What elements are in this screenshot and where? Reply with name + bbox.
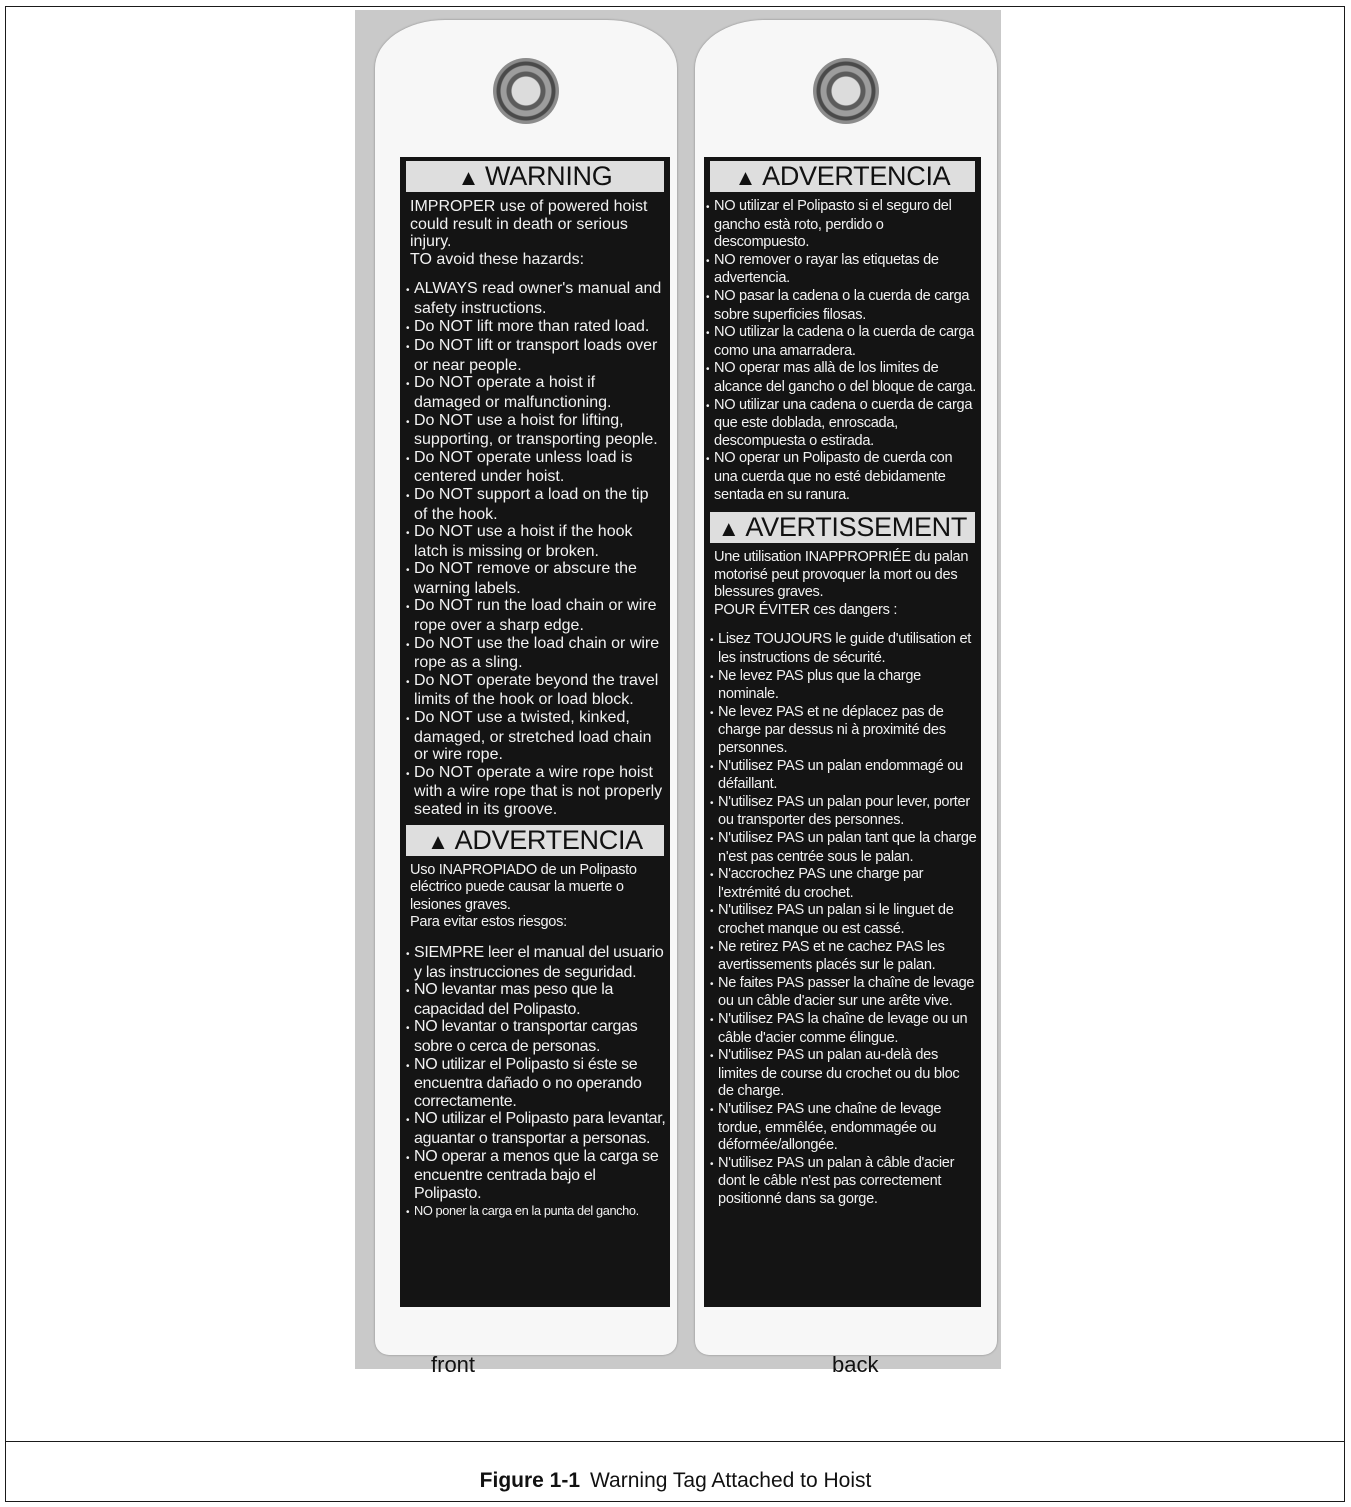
advertencia-header: ▲ ADVERTENCIA bbox=[710, 161, 975, 192]
list-item: • Do NOT lift more than rated load. bbox=[406, 318, 666, 338]
list-item: • Ne levez PAS et ne déplacez pas de charge par dessus ni à proximité des personnes. bbox=[710, 704, 977, 758]
list-item: • ALWAYS read owner's manual and safety instructions. bbox=[406, 280, 666, 317]
intro-line: Para evitar estos riesgos: bbox=[410, 914, 567, 931]
list-item: • NO utilizar una cadena o cuerda de carga que este doblada, enroscada, descompuesta o estirada. bbox=[706, 397, 977, 451]
list-item: • Do NOT operate unless load is centered under hoist. bbox=[406, 449, 666, 486]
list-item: • Do NOT operate a wire rope hoist with a wire rope that is not properly seated in its groove. bbox=[406, 764, 666, 819]
list-item: • Do NOT lift or transport loads over or near people. bbox=[406, 337, 666, 374]
list-item: • Ne retirez PAS et ne cachez PAS les avertissements placés sur le palan. bbox=[710, 939, 977, 975]
warning-triangle-icon: ▲ bbox=[457, 165, 480, 190]
list-item: • NO utilizar el Polipasto para levantar, aguantar o transportar a personas. bbox=[406, 1110, 666, 1147]
advertencia-list bbox=[704, 198, 981, 504]
warning-triangle-icon: ▲ bbox=[717, 516, 740, 542]
caption-divider bbox=[6, 1441, 1344, 1442]
list-item: • NO operar a menos que la carga se encuentre centrada bajo el Polipasto. bbox=[406, 1148, 666, 1203]
list-item: • NO remover o rayar las etiquetas de advertencia. bbox=[706, 252, 977, 288]
list-item: • Ne faites PAS passer la chaîne de levage ou un câble d'acier sur une arête vive. bbox=[710, 975, 977, 1011]
list-item: • Do NOT use a hoist for lifting, supporting, or transporting people. bbox=[406, 412, 666, 449]
list-item: • SIEMPRE leer el manual del usuario y las instrucciones de seguridad. bbox=[406, 944, 666, 981]
intro-line: POUR ÉVITER ces dangers : bbox=[714, 601, 898, 618]
back-tag bbox=[695, 20, 997, 1355]
list-item: • Do NOT use a hoist if the hook latch is missing or broken. bbox=[406, 523, 666, 560]
list-item: • Do NOT operate a hoist if damaged or malfunctioning. bbox=[406, 374, 666, 411]
tag-photo bbox=[355, 10, 1001, 1369]
list-item: • Ne levez PAS plus que la charge nominale. bbox=[710, 668, 977, 704]
list-item: • NO utilizar el Polipasto si el seguro del gancho està roto, perdido o descompuesto. bbox=[706, 198, 977, 252]
list-item: • N'utilisez PAS un palan pour lever, porter ou transporter des personnes. bbox=[710, 794, 977, 830]
list-item: • NO operar mas allà de los limites de alcance del gancho o del bloque de carga. bbox=[706, 360, 977, 396]
list-item: • N'utilisez PAS un palan à câble d'acier dont le câble n'est pas correctement positionné dans sa gorge. bbox=[710, 1155, 977, 1209]
front-warning-panel bbox=[400, 157, 670, 1307]
avertissement-intro bbox=[704, 549, 981, 619]
intro-line: Une utilisation INAPPROPRIÉE du palan motorisé peut provoquer la mort ou des blessures graves. bbox=[714, 549, 969, 601]
figure-number: Figure 1-1 bbox=[479, 1469, 581, 1492]
list-item: • Do NOT use the load chain or wire rope as a sling. bbox=[406, 635, 666, 672]
back-label: back bbox=[832, 1352, 879, 1377]
list-item: • Do NOT support a load on the tip of the hook. bbox=[406, 486, 666, 523]
list-item: • NO levantar mas peso que la capacidad del Polipasto. bbox=[406, 981, 666, 1018]
warning-triangle-icon: ▲ bbox=[734, 165, 757, 190]
list-item: • N'utilisez PAS un palan tant que la charge n'est pas centrée sous le palan. bbox=[710, 830, 977, 866]
list-item: • Do NOT remove or abscure the warning labels. bbox=[406, 560, 666, 597]
warning-intro bbox=[400, 198, 670, 268]
avertissement-header: ▲ AVERTISSEMENT bbox=[710, 512, 975, 543]
warning-triangle-icon: ▲ bbox=[427, 828, 449, 854]
advertencia-list bbox=[400, 944, 670, 1222]
intro-line: Uso INAPROPIADO de un Polipasto eléctrico puede causar la muerte o lesiones graves. bbox=[410, 861, 637, 913]
list-item: • NO poner la carga en la punta del gancho. bbox=[406, 1202, 666, 1222]
warning-list bbox=[400, 280, 670, 818]
list-item: • NO utilizar la cadena o la cuerda de carga como una amarradera. bbox=[706, 324, 977, 360]
list-item: • Do NOT run the load chain or wire rope over a sharp edge. bbox=[406, 597, 666, 634]
front-label: front bbox=[431, 1352, 476, 1377]
list-item: • N'utilisez PAS un palan au-delà des limites de course du crochet ou du bloc de charge. bbox=[710, 1047, 977, 1101]
back-warning-panel bbox=[704, 157, 981, 1307]
list-item: • NO utilizar el Polipasto si éste se encuentra dañado o no operando correctamente. bbox=[406, 1056, 666, 1111]
list-item: • N'utilisez PAS une chaîne de levage tordue, emmêlée, endommagée ou déformée/allongée. bbox=[710, 1101, 977, 1155]
list-item: • N'accrochez PAS une charge par l'extrémité du crochet. bbox=[710, 866, 977, 902]
list-item: • Lisez TOUJOURS le guide d'utilisation et les instructions de sécurité. bbox=[710, 631, 977, 667]
list-item: • Do NOT operate beyond the travel limits of the hook or load block. bbox=[406, 672, 666, 709]
advertencia-header: ▲ ADVERTENCIA bbox=[406, 825, 664, 856]
grommet-icon bbox=[493, 58, 559, 124]
advertencia-intro bbox=[400, 862, 670, 932]
avertissement-list bbox=[704, 631, 981, 1208]
list-item: • NO pasar la cadena o la cuerda de carga sobre superficies filosas. bbox=[706, 288, 977, 324]
list-item: • N'utilisez PAS un palan endommagé ou défaillant. bbox=[710, 758, 977, 794]
list-item: • N'utilisez PAS la chaîne de levage ou un câble d'acier comme élingue. bbox=[710, 1011, 977, 1047]
list-item: • Do NOT use a twisted, kinked, damaged, or stretched load chain or wire rope. bbox=[406, 709, 666, 764]
list-item: • NO operar un Polipasto de cuerda con una cuerda que no esté debidamente sentada en su ranura. bbox=[706, 450, 977, 504]
figure-title: Warning Tag Attached to Hoist bbox=[590, 1469, 872, 1492]
warning-header: ▲ WARNING bbox=[406, 161, 664, 192]
list-item: • N'utilisez PAS un palan si le linguet de crochet manque ou est cassé. bbox=[710, 902, 977, 938]
list-item: • NO levantar o transportar cargas sobre o cerca de personas. bbox=[406, 1018, 666, 1055]
figure-caption bbox=[0, 1469, 1351, 1493]
intro-line: IMPROPER use of powered hoist could result in death or serious injury. bbox=[410, 198, 648, 251]
front-tag bbox=[375, 20, 677, 1355]
grommet-icon bbox=[813, 58, 879, 124]
intro-line: TO avoid these hazards: bbox=[410, 250, 585, 268]
